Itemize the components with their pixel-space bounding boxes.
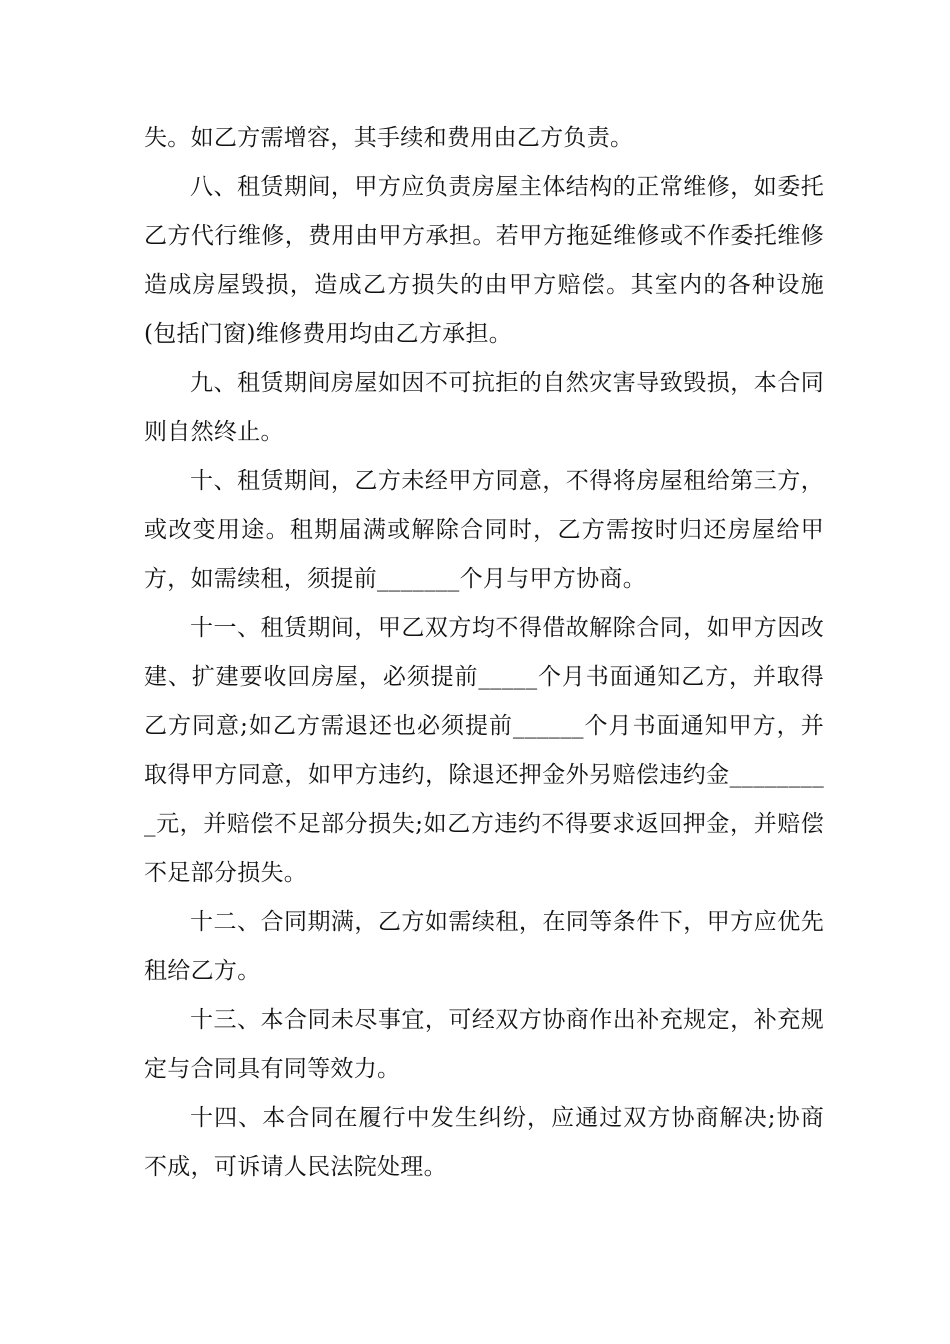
paragraph-clause-14: 十四、本合同在履行中发生纠纷，应通过双方协商解决;协商不成，可诉请人民法院处理。 bbox=[144, 1105, 824, 1180]
paragraph-clause-12: 十二、合同期满，乙方如需续租，在同等条件下，甲方应优先租给乙方。 bbox=[144, 909, 824, 984]
paragraph-continuation: 失。如乙方需增容，其手续和费用由乙方负责。 bbox=[144, 125, 634, 151]
paragraph-clause-10: 十、租赁期间，乙方未经甲方同意，不得将房屋租给第三方，或改变用途。租期届满或解除合同时，乙方需按时归还房屋给甲方，如需续租，须提前_______个月与甲方协商。 bbox=[144, 468, 824, 592]
paragraph-clause-13: 十三、本合同未尽事宜，可经双方协商作出补充规定，补充规定与合同具有同等效力。 bbox=[144, 1007, 824, 1082]
paragraph-clause-11: 十一、租赁期间，甲乙双方均不得借故解除合同，如甲方因改建、扩建要收回房屋，必须提前_____个月书面通知乙方，并取得乙方同意;如乙方需退还也必须提前______个月书面通知甲方，并取得甲方同意，如甲方违约，除退还押金外另赔偿违约金_________元，并赔偿不足部分损失;如乙方违约不得要求返回押金，并赔偿不足部分损失。 bbox=[144, 615, 824, 886]
document-body bbox=[144, 114, 824, 1192]
paragraph-clause-8: 八、租赁期间，甲方应负责房屋主体结构的正常维修，如委托乙方代行维修，费用由甲方承担。若甲方拖延维修或不作委托维修造成房屋毁损，造成乙方损失的由甲方赔偿。其室内的各种设施(包括门窗)维修费用均由乙方承担。 bbox=[144, 174, 824, 347]
paragraph-clause-9: 九、租赁期间房屋如因不可抗拒的自然灾害导致毁损，本合同则自然终止。 bbox=[144, 370, 824, 445]
